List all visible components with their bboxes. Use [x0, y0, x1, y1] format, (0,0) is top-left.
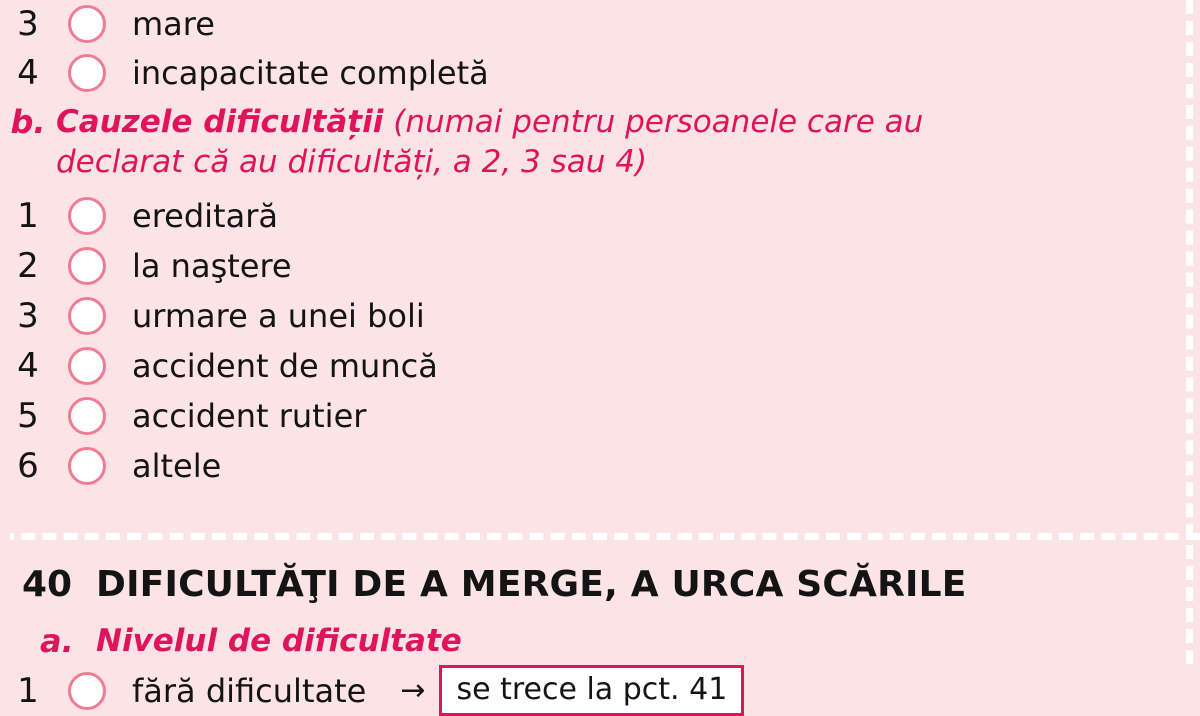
sub-question-text	[96, 621, 462, 661]
option-number: 5	[17, 395, 39, 436]
option-number: 1	[17, 195, 39, 236]
q39-sub-b-heading	[0, 102, 1200, 183]
option-row[interactable]	[0, 191, 1200, 241]
option-label: ereditară	[132, 196, 278, 235]
option-number: 2	[17, 245, 39, 286]
option-number: 3	[17, 4, 39, 44]
left-margin	[0, 0, 10, 664]
option-label: accident rutier	[132, 396, 367, 435]
option-bubble[interactable]	[68, 347, 106, 385]
option-row[interactable]	[0, 241, 1200, 291]
q40-header	[0, 540, 1200, 605]
sub-question-note-space	[383, 104, 393, 140]
sub-question-title: Nivelul de dificultate	[96, 622, 462, 659]
option-bubble[interactable]	[68, 197, 106, 235]
option-label: mare	[132, 5, 215, 43]
section-divider	[0, 533, 1200, 540]
option-bubble[interactable]	[68, 297, 106, 335]
option-row[interactable]	[0, 391, 1200, 441]
option-bubble[interactable]	[68, 672, 106, 710]
option-bubble[interactable]	[68, 447, 106, 485]
option-bubble[interactable]	[68, 397, 106, 435]
option-bubble[interactable]	[68, 54, 106, 92]
option-number: 3	[17, 295, 39, 336]
goto-arrow-icon: →	[400, 673, 426, 709]
option-row[interactable]	[0, 291, 1200, 341]
sub-question-text	[56, 102, 986, 183]
question-title: DIFICULTĂŢI DE A MERGE, A URCA SCĂRILE	[96, 563, 967, 605]
option-row[interactable]	[0, 666, 1200, 716]
option-bubble[interactable]	[68, 5, 106, 43]
sub-question-letter: b.	[10, 103, 46, 141]
option-row[interactable]	[0, 0, 1200, 48]
option-label: accident de muncă	[132, 346, 438, 385]
q39-level-options	[0, 0, 1200, 98]
option-label: altele	[132, 446, 222, 485]
option-label: urmare a unei boli	[132, 296, 425, 335]
option-label: incapacitate completă	[132, 54, 489, 92]
option-number: 1	[17, 670, 39, 711]
option-row[interactable]	[0, 341, 1200, 391]
option-bubble[interactable]	[68, 247, 106, 285]
option-row[interactable]	[0, 441, 1200, 491]
option-number: 4	[17, 345, 39, 386]
sub-question-letter: a.	[40, 621, 74, 660]
sub-question-note: (numai pentru persoanele care au declarat că au dificultăți, a 2, 3 sau 4)	[56, 104, 924, 181]
sub-question-title: Cauzele dificultății	[56, 104, 384, 140]
option-number: 4	[17, 53, 39, 93]
q40-sub-a-heading	[0, 621, 1200, 662]
option-row[interactable]	[0, 48, 1200, 98]
question-number: 40	[22, 563, 73, 605]
q39-cause-options	[0, 191, 1200, 491]
option-label: la naştere	[132, 246, 292, 285]
right-margin-dashed	[1186, 0, 1200, 664]
option-label: fără dificultate	[132, 671, 367, 710]
goto-instruction-box: se trece la pct. 41	[439, 665, 744, 716]
option-number: 6	[17, 445, 39, 486]
